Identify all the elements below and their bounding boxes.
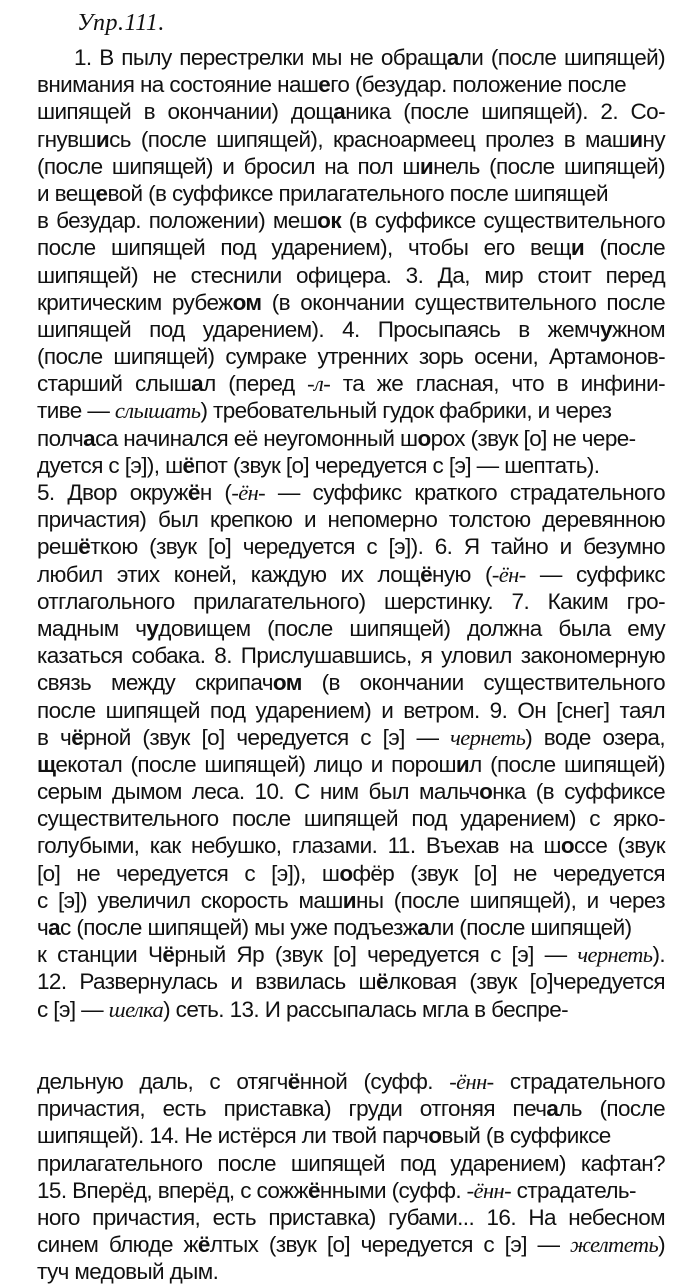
text-line <box>37 561 665 588</box>
text-fragment: (в суффиксе существительного <box>340 208 665 234</box>
text-line <box>37 343 665 370</box>
highlighted-letter: ё <box>182 452 195 478</box>
text-fragment: ) сеть. 13. И рассыпалась мгла в беспре- <box>163 996 569 1022</box>
text-fragment: страдательного <box>493 1069 665 1094</box>
text-line-content <box>37 1151 665 1176</box>
text-line <box>37 506 665 533</box>
text-line <box>37 914 665 941</box>
text-line <box>37 860 665 887</box>
text-line <box>37 996 665 1023</box>
text-line <box>37 832 665 859</box>
text-fragment: ны (после шипящей), и через <box>356 887 665 913</box>
text-line <box>37 1231 665 1258</box>
text-fragment: критическим рубеж <box>37 289 233 315</box>
text-fragment: лтых (звук [о] чередуется с [э] — <box>209 1232 570 1258</box>
text-fragment: ли (после шипящей) <box>458 45 665 70</box>
text-fragment: и вещ <box>37 180 96 206</box>
text-line-content <box>37 643 665 668</box>
text-line-content <box>37 942 665 967</box>
text-fragment: полч <box>37 425 84 451</box>
text-fragment: ну <box>642 126 665 152</box>
text-fragment: с [э]) увеличил скорость маш <box>37 887 343 913</box>
text-line <box>37 234 665 261</box>
highlighted-letter: ом <box>272 670 302 696</box>
text-fragment: 1. В пылу перестрелки мы не обращ <box>74 45 447 70</box>
text-fragment: тиве — <box>37 398 115 424</box>
text-fragment: шипящей в окончании) дощ <box>37 99 334 125</box>
highlighted-letter: ок <box>317 208 341 234</box>
text-fragment: — суффикс <box>525 561 665 587</box>
text-line <box>37 1150 665 1177</box>
text-fragment: ссе (звук <box>574 833 665 859</box>
text-fragment: 5. Двор окруж <box>37 480 188 505</box>
text-line-content <box>37 1096 665 1121</box>
italic-example: -ён- <box>491 561 526 587</box>
text-fragment: л (после шипящей) <box>469 751 665 777</box>
text-line-content <box>37 670 665 695</box>
text-line-content <box>37 779 665 804</box>
highlighted-letter: о <box>339 860 353 886</box>
text-line <box>37 615 665 642</box>
italic-example: -ённ- <box>449 1069 494 1094</box>
text-fragment: рох (звук [о] не чере- <box>430 425 636 451</box>
text-fragment: — суффикс краткого страдательного <box>265 480 665 505</box>
text-line <box>37 452 665 479</box>
italic-example: -л- <box>307 371 331 397</box>
text-fragment: дуется с [э]), ш <box>37 452 183 478</box>
text-line <box>37 533 665 560</box>
highlighted-letter: а <box>48 915 61 940</box>
highlighted-letter: о <box>560 833 575 859</box>
text-line <box>37 1204 665 1231</box>
text-fragment: голубыми, как небушко, глазами. 11. Въехав на ш <box>37 833 561 859</box>
italic-example: шелка <box>108 996 164 1022</box>
highlighted-letter: щ <box>37 751 56 777</box>
text-fragment: в безудар. положении) меш <box>37 208 318 234</box>
text-fragment: казаться собака. 8. Прислушавшись, я уловил закономерную <box>37 643 665 669</box>
highlighted-letter: у <box>600 316 612 342</box>
text-fragment: синем блюде ж <box>37 1232 198 1258</box>
text-line-content <box>37 480 665 505</box>
text-fragment: в ч <box>37 724 72 750</box>
highlighted-letter: и <box>455 751 470 777</box>
text-fragment: любил этих коней, каждую их лощ <box>37 561 421 587</box>
text-fragment: после шипящей под ударением), чтобы его вещ <box>37 235 571 261</box>
text-line-content <box>37 534 665 559</box>
text-line-content <box>37 208 665 233</box>
text-fragment: ) воде озера, <box>525 724 665 750</box>
text-fragment: ника (после шипящей). 2. Со- <box>345 99 665 125</box>
text-line <box>37 207 665 234</box>
text-fragment: вый (в суффиксе <box>441 1123 611 1149</box>
text-fragment: причастия, есть приставка) груди отгоняя печ <box>37 1096 547 1122</box>
text-fragment: жном <box>611 316 665 342</box>
text-line-content <box>37 452 599 479</box>
text-fragment: мадным ч <box>37 615 147 641</box>
highlighted-letter: ом <box>232 289 262 315</box>
text-line-content <box>37 861 665 886</box>
text-fragment: та же гласная, что в инфини- <box>330 371 665 397</box>
italic-example: чернеть <box>577 942 653 968</box>
text-line <box>37 153 665 180</box>
text-fragment: фёр (звук [о] не чередуется <box>352 860 665 886</box>
text-line <box>37 1258 665 1285</box>
text-line <box>37 370 665 397</box>
text-fragment: л (перед <box>203 371 308 397</box>
text-line-content <box>37 317 665 342</box>
highlighted-letter: о <box>428 1123 442 1149</box>
highlighted-letter: ё <box>71 724 84 750</box>
text-line-content <box>37 725 665 750</box>
text-line <box>37 724 665 751</box>
text-line-content <box>37 589 665 614</box>
text-line <box>37 126 665 153</box>
text-line <box>37 425 665 452</box>
text-line-content <box>37 1232 665 1257</box>
text-fragment: причастия) был крепкою и непомерно толстою деревянною <box>37 507 665 533</box>
text-line <box>37 262 665 289</box>
text-line-content <box>37 914 631 941</box>
text-line <box>37 1095 665 1122</box>
highlighted-letter: а <box>191 371 204 397</box>
text-line-content <box>37 888 665 913</box>
text-fragment: го (безудар. положение после <box>330 72 627 98</box>
text-fragment: 12. Развернулась и взвилась ш <box>37 969 377 995</box>
text-fragment: са начинался её неугомонный ш <box>95 425 418 451</box>
highlighted-letter: ё <box>162 942 175 968</box>
text-line-content <box>37 806 665 831</box>
highlighted-letter: и <box>342 887 356 913</box>
text-fragment: нка (в суффиксе <box>492 779 666 805</box>
text-fragment: после шипящей под ударением) и ветром. 9. Он [снег] таял <box>37 697 665 723</box>
text-fragment: нель (после шипящей) <box>433 153 665 179</box>
exercise-text-block-2 <box>37 1068 665 1286</box>
italic-example: желтеть <box>569 1232 659 1258</box>
text-line-content <box>37 127 665 152</box>
text-fragment: 15. Вперёд, вперёд, с сожж <box>37 1177 308 1203</box>
exercise-title: Упр.111. <box>77 10 165 36</box>
highlighted-letter: а <box>333 99 346 125</box>
italic-example: -ён- <box>231 480 266 505</box>
text-line-content <box>37 752 665 777</box>
text-fragment: старший слыш <box>37 371 192 397</box>
highlighted-letter: а <box>417 915 430 940</box>
text-line-content <box>37 99 665 124</box>
highlighted-letter: ё <box>287 1069 300 1094</box>
text-fragment: ткою (звук [о] чередуется с [э]). 6. Я тайно и безумно <box>90 534 665 560</box>
text-fragment: ли (после шипящей) <box>429 915 632 940</box>
text-fragment: (в окончании существительного <box>301 670 665 696</box>
text-line-content <box>37 1205 665 1230</box>
text-fragment: сь (после шипящей), красноармеец пролез в маш <box>109 126 630 152</box>
text-line <box>37 71 665 98</box>
text-fragment: ). <box>652 942 665 968</box>
text-line <box>37 289 665 316</box>
text-line <box>37 941 665 968</box>
text-line-content <box>37 71 626 98</box>
text-fragment: реш <box>37 534 79 560</box>
highlighted-letter: е <box>95 180 108 206</box>
text-line <box>37 968 665 995</box>
text-fragment: с [э] — <box>37 996 109 1022</box>
text-fragment: нными (суфф. <box>319 1177 467 1203</box>
text-fragment: шипящей). 14. Не истёрся ли твой парч <box>37 1123 429 1149</box>
text-line-content <box>37 1177 636 1204</box>
text-fragment: связь между скрипач <box>37 670 273 696</box>
highlighted-letter: е <box>318 72 331 98</box>
text-line-content <box>37 154 665 179</box>
text-fragment: шипящей) не стеснили офицера. 3. Да, мир стоит перед <box>37 262 665 288</box>
text-line-content <box>37 344 665 369</box>
text-fragment: лковая (звук [о]чередуется <box>387 969 665 995</box>
text-fragment: отглагольного прилагательного) шерстинку. 7. Каким гро- <box>37 588 665 614</box>
text-line-content <box>37 1069 665 1094</box>
highlighted-letter: о <box>479 779 493 805</box>
text-fragment: екотал (после шипящей) лицо и порош <box>55 751 456 777</box>
text-line <box>37 98 665 125</box>
text-line-content <box>37 290 665 315</box>
text-fragment: ч <box>37 915 49 940</box>
text-line <box>37 642 665 669</box>
text-line-content <box>37 371 665 396</box>
text-line-content <box>37 1259 218 1284</box>
text-fragment: страдатель- <box>510 1177 636 1203</box>
highlighted-letter: ё <box>420 561 432 587</box>
text-fragment: вой (в суффиксе прилагательного после шипящей <box>107 180 609 206</box>
text-line <box>37 44 665 71</box>
highlighted-letter: и <box>419 153 434 179</box>
text-fragment: ную ( <box>432 561 492 587</box>
text-fragment: (в окончании существительного после <box>261 289 666 315</box>
text-line-content <box>37 425 636 452</box>
text-line <box>37 697 665 724</box>
highlighted-letter: у <box>146 615 159 641</box>
text-fragment: [о] не чередуется с [э]), ш <box>37 860 340 886</box>
exercise-text-block-1 <box>37 44 665 1023</box>
text-line-content <box>37 235 665 260</box>
text-fragment: нной (суфф. <box>299 1069 450 1094</box>
text-line-content <box>37 507 665 532</box>
highlighted-letter: ё <box>197 1232 210 1258</box>
highlighted-letter: ё <box>78 534 91 560</box>
text-fragment: (после шипящей) сумраке утренних зорь осени, Артамонов- <box>37 344 665 370</box>
highlighted-letter: и <box>570 235 585 261</box>
text-line-content <box>74 45 665 70</box>
text-line <box>37 887 665 914</box>
text-line <box>37 479 665 506</box>
highlighted-letter: и <box>95 126 110 152</box>
text-fragment: ль (после <box>558 1096 665 1122</box>
text-line <box>37 1068 665 1095</box>
text-line-content <box>37 616 665 641</box>
text-fragment: (после шипящей) и бросил на пол ш <box>37 153 420 179</box>
text-fragment: довищем (после шипящей) должна была ему <box>158 615 665 641</box>
text-fragment: внимания на состояние наш <box>37 72 319 98</box>
highlighted-letter: и <box>629 126 643 152</box>
text-line <box>37 1122 665 1149</box>
highlighted-letter: а <box>446 45 459 70</box>
text-fragment: шипящей под ударением). 4. Просыпаясь в жемч <box>37 316 601 342</box>
text-line-content <box>37 833 665 858</box>
text-fragment: серым дымом леса. 10. С ним был мальч <box>37 779 480 805</box>
text-line <box>37 1177 665 1204</box>
text-line <box>37 751 665 778</box>
italic-example: -ённ- <box>466 1177 511 1203</box>
text-line <box>37 316 665 343</box>
text-line-content <box>37 180 608 207</box>
text-fragment: (после <box>584 235 665 261</box>
text-line-content <box>37 397 611 424</box>
text-line <box>37 180 665 207</box>
text-fragment: прилагательного после шипящей под ударением) кафтан? <box>37 1150 665 1176</box>
text-line <box>37 778 665 805</box>
text-fragment: ) требовательный гудок фабрики, и через <box>200 398 612 424</box>
text-fragment: к станции Ч <box>37 942 163 968</box>
highlighted-letter: о <box>417 425 431 451</box>
highlighted-letter: а <box>83 425 96 451</box>
text-line-content <box>37 562 665 587</box>
text-line-content <box>37 698 665 723</box>
italic-example: чернеть <box>450 724 526 750</box>
highlighted-letter: ё <box>187 480 200 505</box>
text-line-content <box>37 996 568 1023</box>
text-line <box>37 669 665 696</box>
text-fragment: рной (звук [о] чередуется с [э] — <box>83 724 451 750</box>
text-fragment: н ( <box>199 480 232 505</box>
text-fragment: туч медовый дым. <box>37 1259 219 1285</box>
highlighted-letter: ё <box>307 1177 320 1203</box>
text-line-content <box>37 969 665 994</box>
text-fragment: ного причастия, есть приставка) губами... 16. На небесном <box>37 1204 665 1230</box>
text-line-content <box>37 1122 611 1149</box>
italic-example: слышать <box>114 398 201 424</box>
highlighted-letter: ё <box>376 969 388 995</box>
text-line-content <box>37 263 665 288</box>
text-line <box>37 588 665 615</box>
text-fragment: гнувш <box>37 126 96 152</box>
text-fragment: существительного после шипящей под ударением) с ярко- <box>37 806 665 832</box>
text-line <box>37 397 665 424</box>
highlighted-letter: а <box>546 1096 559 1122</box>
text-fragment: рный Яр (звук [о] чередуется с [э] — <box>174 942 578 968</box>
text-fragment: пот (звук [о] чередуется с [э] — шептать). <box>194 452 600 478</box>
text-fragment: с (после шипящей) мы уже подъезж <box>60 915 418 940</box>
text-fragment: дельную даль, с отягч <box>37 1069 288 1094</box>
text-fragment: ) <box>658 1232 665 1258</box>
text-line <box>37 805 665 832</box>
